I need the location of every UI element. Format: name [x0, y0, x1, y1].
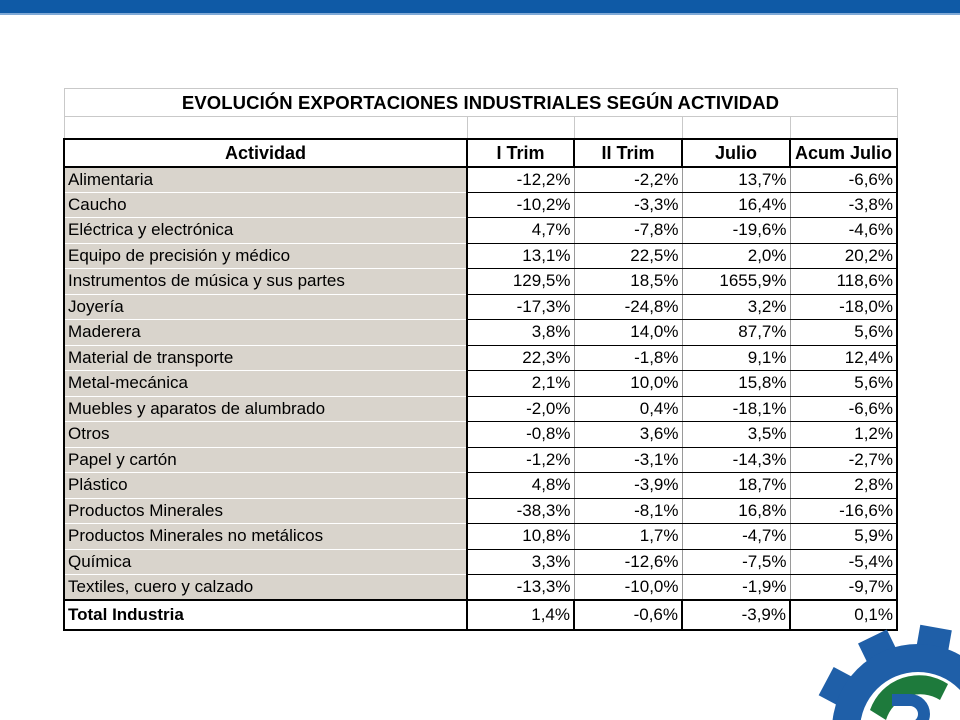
activity-name-cell: Equipo de precisión y médico	[64, 243, 467, 269]
acum-julio-value-cell: -2,7%	[790, 447, 897, 473]
i-trim-value-cell: -10,2%	[467, 192, 574, 218]
acum-julio-value-cell: -18,0%	[790, 294, 897, 320]
header-i-trim: I Trim	[467, 139, 574, 167]
julio-value-cell: -4,7%	[682, 524, 790, 550]
acum-julio-value-cell: -3,8%	[790, 192, 897, 218]
julio-value-cell: 3,2%	[682, 294, 790, 320]
acum-julio-value-cell: 5,6%	[790, 371, 897, 397]
activity-name-cell: Alimentaria	[64, 167, 467, 193]
acum-julio-value-cell: 5,9%	[790, 524, 897, 550]
total-i-trim-value-cell: 1,4%	[467, 600, 574, 630]
gear-logo-icon	[780, 592, 960, 720]
activity-name-cell: Caucho	[64, 192, 467, 218]
table-row	[64, 167, 897, 193]
acum-julio-value-cell: 1,2%	[790, 422, 897, 448]
total-julio-value-cell: -3,9%	[682, 600, 790, 630]
ii-trim-value-cell: 14,0%	[574, 320, 682, 346]
spacer-cell	[64, 117, 467, 139]
table-row	[64, 396, 897, 422]
acum-julio-value-cell: -4,6%	[790, 218, 897, 244]
table-row	[64, 447, 897, 473]
table-row	[64, 422, 897, 448]
i-trim-value-cell: 2,1%	[467, 371, 574, 397]
julio-value-cell: -18,1%	[682, 396, 790, 422]
table-title: EVOLUCIÓN EXPORTACIONES INDUSTRIALES SEGÚN ACTIVIDAD	[64, 89, 897, 117]
i-trim-value-cell: -38,3%	[467, 498, 574, 524]
ii-trim-value-cell: -2,2%	[574, 167, 682, 193]
julio-value-cell: 18,7%	[682, 473, 790, 499]
i-trim-value-cell: 10,8%	[467, 524, 574, 550]
table-row	[64, 498, 897, 524]
ii-trim-value-cell: -24,8%	[574, 294, 682, 320]
i-trim-value-cell: -12,2%	[467, 167, 574, 193]
julio-value-cell: 87,7%	[682, 320, 790, 346]
activity-name-cell: Papel y cartón	[64, 447, 467, 473]
acum-julio-value-cell: -16,6%	[790, 498, 897, 524]
i-trim-value-cell: 22,3%	[467, 345, 574, 371]
activity-name-cell: Maderera	[64, 320, 467, 346]
top-banner-bar	[0, 0, 960, 15]
spacer-cell	[682, 117, 790, 139]
total-name-cell: Total Industria	[64, 600, 467, 630]
julio-value-cell: 16,8%	[682, 498, 790, 524]
total-ii-trim-value-cell: -0,6%	[574, 600, 682, 630]
table-spacer-row	[64, 117, 897, 139]
i-trim-value-cell: 13,1%	[467, 243, 574, 269]
ii-trim-value-cell: -3,9%	[574, 473, 682, 499]
activity-name-cell: Material de transporte	[64, 345, 467, 371]
table-title-row	[64, 89, 897, 117]
i-trim-value-cell: -2,0%	[467, 396, 574, 422]
spacer-cell	[467, 117, 574, 139]
header-julio: Julio	[682, 139, 790, 167]
ii-trim-value-cell: -1,8%	[574, 345, 682, 371]
julio-value-cell: 1655,9%	[682, 269, 790, 295]
acum-julio-value-cell: 5,6%	[790, 320, 897, 346]
table-row	[64, 320, 897, 346]
ii-trim-value-cell: -3,1%	[574, 447, 682, 473]
header-actividad: Actividad	[64, 139, 467, 167]
table-row	[64, 549, 897, 575]
ii-trim-value-cell: -8,1%	[574, 498, 682, 524]
julio-value-cell: 16,4%	[682, 192, 790, 218]
ii-trim-value-cell: -7,8%	[574, 218, 682, 244]
activity-name-cell: Instrumentos de música y sus partes	[64, 269, 467, 295]
julio-value-cell: 15,8%	[682, 371, 790, 397]
ii-trim-value-cell: -12,6%	[574, 549, 682, 575]
i-trim-value-cell: -13,3%	[467, 575, 574, 601]
table-row	[64, 218, 897, 244]
activity-name-cell: Química	[64, 549, 467, 575]
acum-julio-value-cell: 118,6%	[790, 269, 897, 295]
ii-trim-value-cell: 18,5%	[574, 269, 682, 295]
acum-julio-value-cell: -5,4%	[790, 549, 897, 575]
total-row	[64, 600, 897, 630]
ii-trim-value-cell: -3,3%	[574, 192, 682, 218]
table-row	[64, 192, 897, 218]
table-row	[64, 269, 897, 295]
i-trim-value-cell: 4,8%	[467, 473, 574, 499]
ii-trim-value-cell: 3,6%	[574, 422, 682, 448]
julio-value-cell: 3,5%	[682, 422, 790, 448]
i-trim-value-cell: 3,8%	[467, 320, 574, 346]
acum-julio-value-cell: 2,8%	[790, 473, 897, 499]
table-row	[64, 575, 897, 601]
spacer-cell	[790, 117, 897, 139]
ii-trim-value-cell: 22,5%	[574, 243, 682, 269]
i-trim-value-cell: 4,7%	[467, 218, 574, 244]
table-row	[64, 345, 897, 371]
table-row	[64, 524, 897, 550]
table-row	[64, 473, 897, 499]
ii-trim-value-cell: -10,0%	[574, 575, 682, 601]
i-trim-value-cell: -17,3%	[467, 294, 574, 320]
activity-name-cell: Eléctrica y electrónica	[64, 218, 467, 244]
spacer-cell	[574, 117, 682, 139]
i-trim-value-cell: 129,5%	[467, 269, 574, 295]
julio-value-cell: -1,9%	[682, 575, 790, 601]
ii-trim-value-cell: 1,7%	[574, 524, 682, 550]
total-acum-julio-value-cell: 0,1%	[790, 600, 897, 630]
i-trim-value-cell: -0,8%	[467, 422, 574, 448]
activity-name-cell: Productos Minerales	[64, 498, 467, 524]
activity-name-cell: Joyería	[64, 294, 467, 320]
ii-trim-value-cell: 10,0%	[574, 371, 682, 397]
activity-name-cell: Muebles y aparatos de alumbrado	[64, 396, 467, 422]
julio-value-cell: 2,0%	[682, 243, 790, 269]
table-row	[64, 294, 897, 320]
acum-julio-value-cell: -6,6%	[790, 396, 897, 422]
acum-julio-value-cell: 12,4%	[790, 345, 897, 371]
julio-value-cell: -14,3%	[682, 447, 790, 473]
julio-value-cell: 13,7%	[682, 167, 790, 193]
activity-name-cell: Metal-mecánica	[64, 371, 467, 397]
i-trim-value-cell: -1,2%	[467, 447, 574, 473]
activity-name-cell: Plástico	[64, 473, 467, 499]
i-trim-value-cell: 3,3%	[467, 549, 574, 575]
ii-trim-value-cell: 0,4%	[574, 396, 682, 422]
julio-value-cell: 9,1%	[682, 345, 790, 371]
table-header-row	[64, 139, 897, 167]
activity-name-cell: Otros	[64, 422, 467, 448]
header-ii-trim: II Trim	[574, 139, 682, 167]
table-row	[64, 371, 897, 397]
julio-value-cell: -7,5%	[682, 549, 790, 575]
acum-julio-value-cell: -9,7%	[790, 575, 897, 601]
exports-table	[63, 88, 898, 631]
acum-julio-value-cell: 20,2%	[790, 243, 897, 269]
julio-value-cell: -19,6%	[682, 218, 790, 244]
header-acum-julio: Acum Julio	[790, 139, 897, 167]
table-row	[64, 243, 897, 269]
activity-name-cell: Textiles, cuero y calzado	[64, 575, 467, 601]
acum-julio-value-cell: -6,6%	[790, 167, 897, 193]
activity-name-cell: Productos Minerales no metálicos	[64, 524, 467, 550]
